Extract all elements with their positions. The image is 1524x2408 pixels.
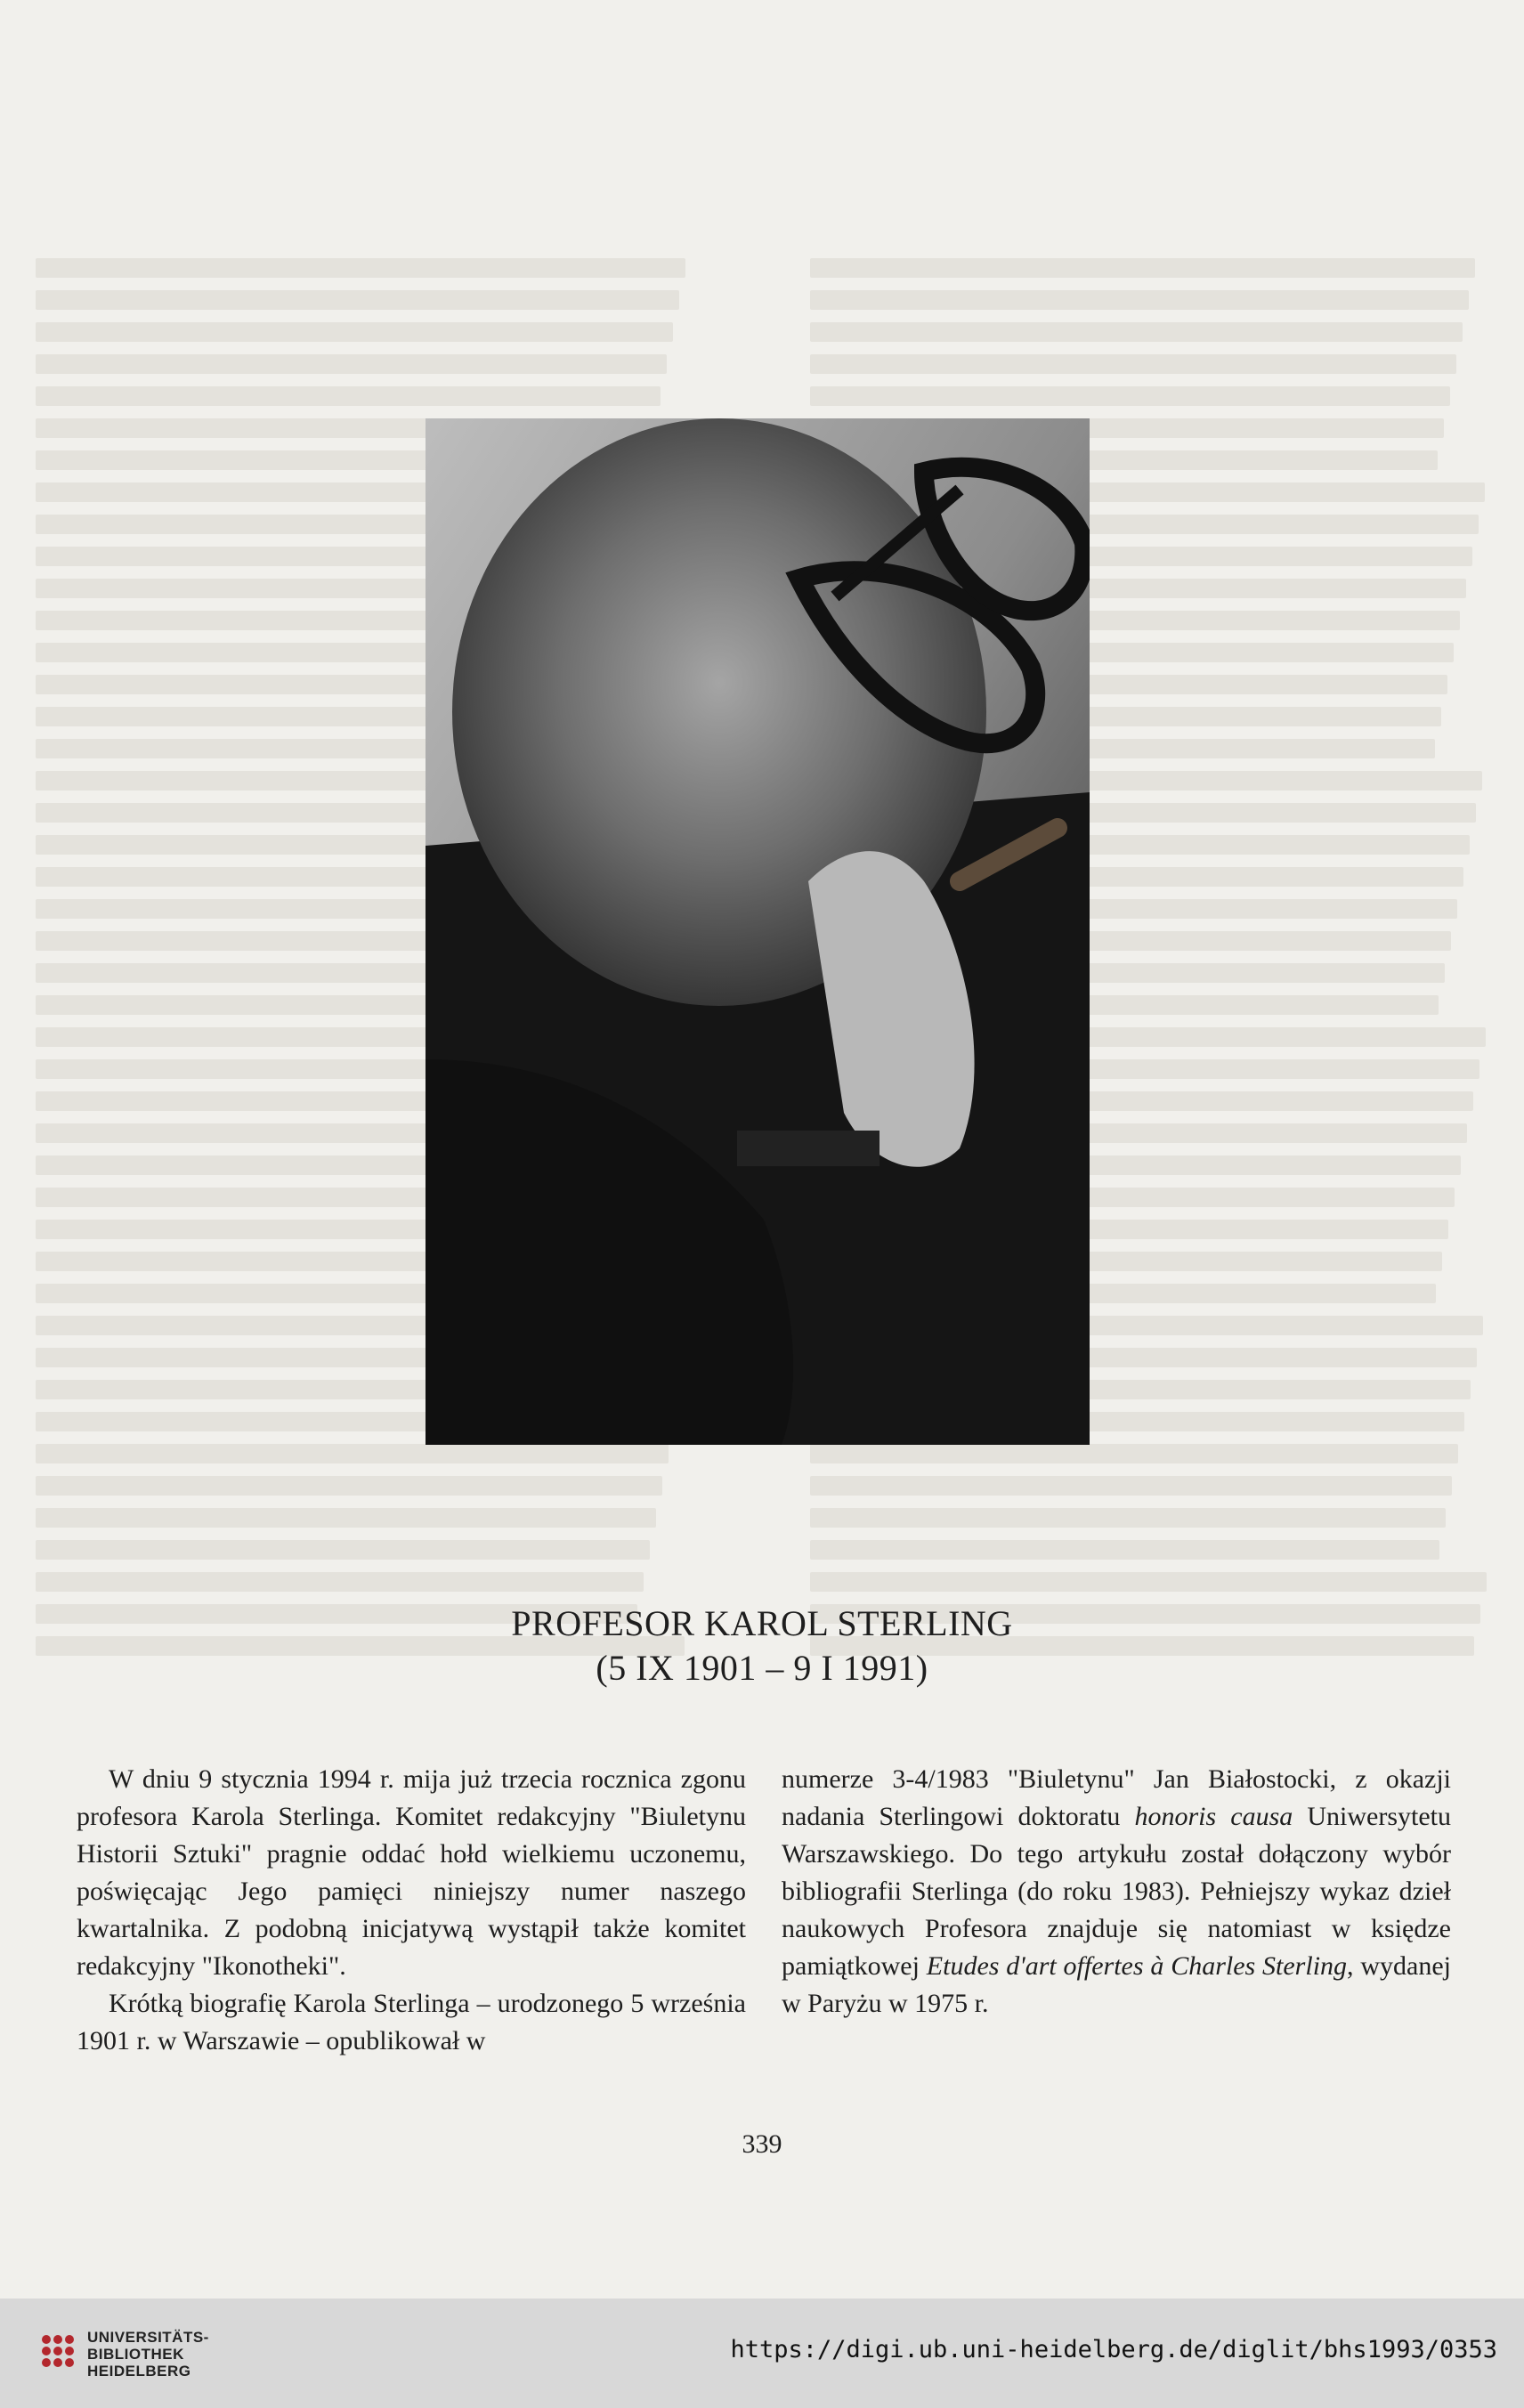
permalink-url[interactable]: https://digi.ub.uni-heidelberg.de/diglit/bhs1993/0353 (730, 2336, 1497, 2363)
viewer-footer (0, 2299, 1524, 2408)
show-through-line (810, 258, 1475, 278)
paragraph-3-part-1: numerze 3-4/1983 "Biuletynu" Jan Białostocki, z okazji nadania Sterlingowi doktoratu (782, 1764, 1451, 1831)
paragraph-3-italic-etudes: Etudes d'art offertes à Charles Sterling (926, 1951, 1348, 1981)
show-through-line (810, 290, 1469, 310)
show-through-line (36, 1444, 669, 1463)
show-through-line (36, 354, 667, 374)
show-through-line (36, 386, 661, 406)
page-number: 339 (742, 2129, 782, 2159)
show-through-line (36, 1476, 662, 1496)
library-logo-text (87, 2329, 209, 2380)
show-through-line (36, 1508, 656, 1528)
show-through-line (810, 1508, 1446, 1528)
library-logo-icon (37, 2331, 78, 2372)
left-column (77, 1761, 746, 2060)
logo-line-2: BIBLIOTHEK (87, 2346, 184, 2363)
portrait-photo (426, 418, 1090, 1445)
paragraph-2: Krótką biografię Karola Sterlinga – urodzonego 5 września 1901 r. w Warszawie – opublikował w (77, 1989, 746, 2055)
show-through-line (36, 290, 679, 310)
paragraph-3-italic-honoris: honoris causa (1134, 1802, 1293, 1831)
article-dates: (5 IX 1901 – 9 I 1991) (596, 1648, 928, 1688)
paragraph-3-part-2: Uniwersytetu Warszawskiego. Do tego artykułu został dołączony wybór bibliografii Sterlinga (do roku 1983). Pełniejszy wykaz dzieł naukowych Profesora znajduje się natomiast w księdze pamiątkowej (782, 1802, 1451, 1981)
show-through-line (36, 258, 685, 278)
right-column (782, 1761, 1451, 2023)
show-through-line (36, 1540, 650, 1560)
show-through-line (810, 1444, 1458, 1463)
article-title: PROFESOR KAROL STERLING (511, 1603, 1013, 1643)
show-through-line (810, 1540, 1439, 1560)
show-through-line (36, 322, 673, 342)
logo-line-3: HEIDELBERG (87, 2363, 191, 2380)
show-through-line (810, 1572, 1487, 1592)
show-through-line (810, 322, 1463, 342)
paragraph-3 (782, 1761, 1451, 2023)
show-through-line (810, 1476, 1452, 1496)
show-through-line (36, 1572, 644, 1592)
show-through-line (810, 386, 1450, 406)
show-through-line (810, 354, 1456, 374)
portrait-illustration (426, 418, 1090, 1445)
logo-line-1: UNIVERSITÄTS- (87, 2329, 209, 2346)
paragraph-3-part-3: , wydanej w Paryżu w 1975 r. (782, 1951, 1451, 2018)
paragraph-1: W dniu 9 stycznia 1994 r. mija już trzecia rocznica zgonu profesora Karola Sterlinga. Komitet redakcyjny "Biuletynu Historii Sztuki" pragnie oddać hołd wielkiemu uczonemu, poświęcając Jego pamięci niniejszy numer naszego kwartalnika. Z podobną inicjatywą wystąpił także komitet redakcyjny "Ikonotheki". (77, 1764, 746, 1981)
